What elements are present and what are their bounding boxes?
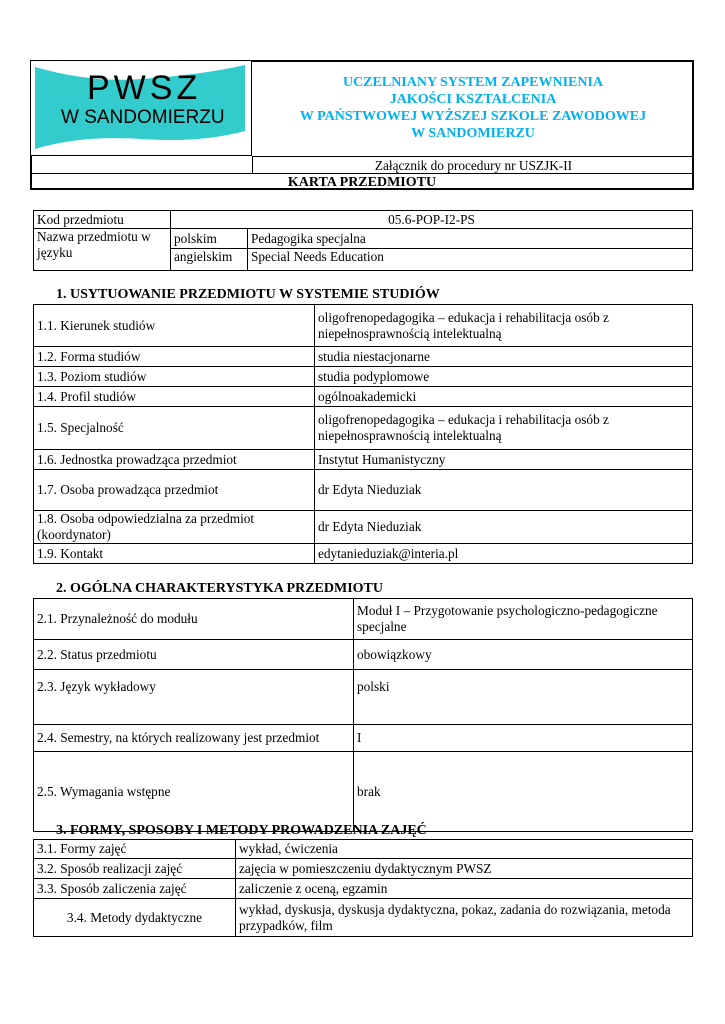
lang-en: angielskim [171, 249, 248, 271]
logo-text-main: PWSZ [87, 69, 202, 107]
logo-cell [30, 60, 252, 156]
table-row: 2.4. Semestry, na których realizowany jest przedmiot I [34, 725, 693, 752]
table-row: 1.9. Kontakt edytanieduziak@interia.pl [34, 544, 693, 564]
table-row: 1.7. Osoba prowadząca przedmiot dr Edyta Nieduziak [34, 470, 693, 511]
table-row: 1.6. Jednostka prowadząca przedmiot Instytut Humanistyczny [34, 450, 693, 470]
section2-heading: 2. OGÓLNA CHARAKTERYSTYKA PRZEDMIOTU [56, 581, 383, 596]
table-row: 2.2. Status przedmiotu obowiązkowy [34, 640, 693, 670]
name-en: Special Needs Education [248, 249, 693, 271]
table-row: 3.3. Sposób zaliczenia zajęć zaliczenie z oceną, egzamin [34, 879, 693, 899]
section1-heading: 1. USYTUOWANIE PRZEDMIOTU W SYSTEMIE STUDIÓW [56, 287, 440, 302]
lang-pl: polskim [171, 229, 248, 249]
table-row: 1.1. Kierunek studiów oligofrenopedagogika – edukacja i rehabilitacja osób z niepełnosprawnością intelektualną [34, 305, 693, 347]
attachment-note: Załącznik do procedury nr USZJK-II [252, 156, 694, 174]
table-row: 3.4. Metody dydaktyczne wykład, dyskusja, dyskusja dydaktyczna, pokaz, zadania do rozwiązania, metoda przypadków, film [34, 899, 693, 937]
code-value: 05.6-POP-I2-PS [171, 211, 693, 229]
section1-table [33, 304, 693, 564]
course-table [33, 210, 693, 271]
table-row: 1.8. Osoba odpowiedzialna za przedmiot (koordynator) dr Edyta Nieduziak [34, 511, 693, 544]
table-row: 1.5. Specjalność oligofrenopedagogika – edukacja i rehabilitacja osób z niepełnosprawnością intelektualną [34, 407, 693, 450]
table-row: 1.3. Poziom studiów studia podyplomowe [34, 367, 693, 387]
section3-table [33, 839, 693, 937]
contact-email: edytanieduziak@interia.pl [315, 544, 693, 564]
section3-heading: 3. FORMY, SPOSOBY I METODY PROWADZENIA ZAJĘĆ [56, 823, 427, 838]
table-row: 1.4. Profil studiów ogólnoakademicki [34, 387, 693, 407]
table-row: 1.2. Forma studiów studia niestacjonarne [34, 347, 693, 367]
section2-table [33, 598, 693, 832]
code-label: Kod przedmiotu [34, 211, 171, 229]
table-row: 2.1. Przynależność do modułu Moduł I – Przygotowanie psychologiczno-pedagogiczne specjalne [34, 599, 693, 640]
header-title: UCZELNIANY SYSTEM ZAPEWNIENIA JAKOŚCI KSZTAŁCENIA W PAŃSTWOWEJ WYŻSZEJ SZKOLE ZAWODOWEJ W SANDOMIERZU [299, 75, 647, 141]
name-pl: Pedagogika specjalna [248, 229, 693, 249]
table-row: 2.3. Język wykładowy polski [34, 670, 693, 725]
table-row: 3.1. Formy zajęć wykład, ćwiczenia [34, 840, 693, 859]
page-title: KARTA PRZEDMIOTU [30, 173, 694, 190]
name-label: Nazwa przedmiotu w języku [34, 229, 171, 271]
table-row: 2.5. Wymagania wstępne brak [34, 752, 693, 832]
logo-text-sub: W SANDOMIERZU [61, 107, 225, 128]
table-row: 3.2. Sposób realizacji zajęć zajęcia w pomieszczeniu dydaktycznym PWSZ [34, 859, 693, 879]
